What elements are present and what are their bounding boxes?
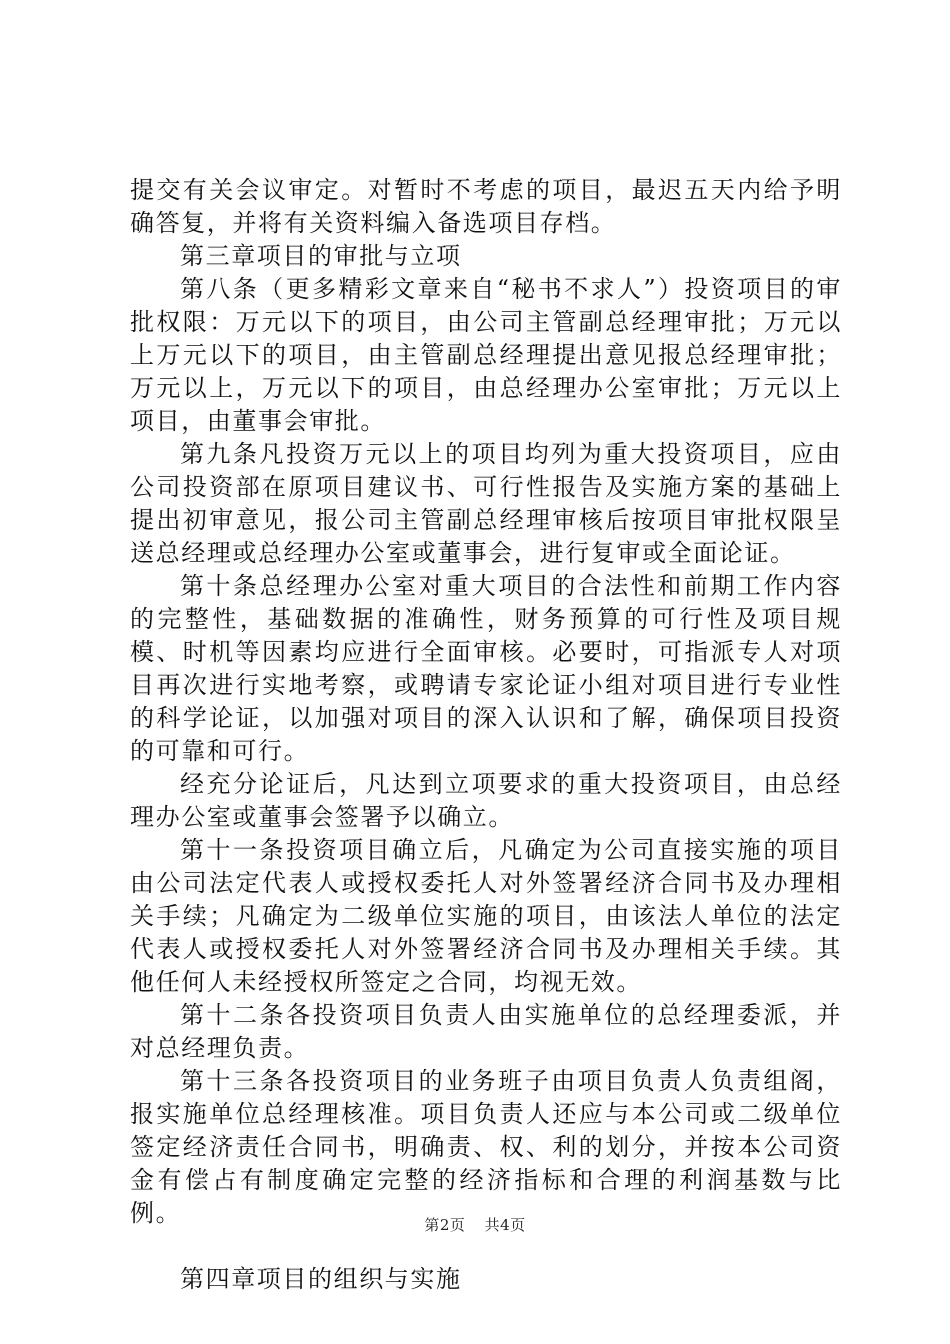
article-11: 第十一条投资项目确立后，凡确定为公司直接实施的项目由公司法定代表人或授权委托人对外签署经济合同书及办理相关手续；凡确定为二级单位实施的项目，由该法人单位的法定代表人或授权委托人对外签署经济合同书及办理相关手续。其他任何人未经授权所签定之合同，均视无效。 <box>130 836 842 996</box>
page-number: 第2页 <box>424 1216 466 1234</box>
paragraph-continuation: 提交有关会议审定。对暂时不考虑的项目，最迟五天内给予明确答复，并将有关资料编入备选项目存档。 <box>130 176 842 237</box>
article-12: 第十二条各投资项目负责人由实施单位的总经理委派，并对总经理负责。 <box>130 1001 842 1062</box>
paragraph-approval: 经充分论证后，凡达到立项要求的重大投资项目，由总经理办公室或董事会签署予以确立。 <box>130 770 842 831</box>
article-8: 第八条（更多精彩文章来自“秘书不求人”）投资项目的审批权限：万元以下的项目，由公司主管副总经理审批；万元以上万元以下的项目，由主管副总经理提出意见报总经理审批；万元以上，万元以下的项目，由总经理办公室审批；万元以上项目，由董事会审批。 <box>130 275 842 435</box>
chapter-heading-4: 第四章项目的组织与实施 <box>180 1265 462 1293</box>
chapter-heading-3: 第三章项目的审批与立项 <box>180 242 462 270</box>
article-13: 第十三条各投资项目的业务班子由项目负责人负责组阁，报实施单位总经理核准。项目负责人还应与本公司或二级单位签定经济责任合同书，明确责、权、利的划分，并按本公司资金有偿占有制度确定完整的经济指标和合理的利润基数与比例。 <box>130 1067 842 1227</box>
page-total: 共4页 <box>484 1216 526 1234</box>
document-body <box>130 174 842 1296</box>
article-10: 第十条总经理办公室对重大项目的合法性和前期工作内容的完整性，基础数据的准确性，财务预算的可行性及项目规模、时机等因素均应进行全面审核。必要时，可指派专人对项目再次进行实地考察，或聘请专家论证小组对项目进行专业性的科学论证，以加强对项目的深入认识和了解，确保项目投资的可靠和可行。 <box>130 572 842 765</box>
article-9: 第九条凡投资万元以上的项目均列为重大投资项目，应由公司投资部在原项目建议书、可行性报告及实施方案的基础上提出初审意见，报公司主管副总经理审核后按项目审批权限呈送总经理或总经理办公室或董事会，进行复审或全面论证。 <box>130 440 842 567</box>
page-footer <box>0 1214 950 1235</box>
